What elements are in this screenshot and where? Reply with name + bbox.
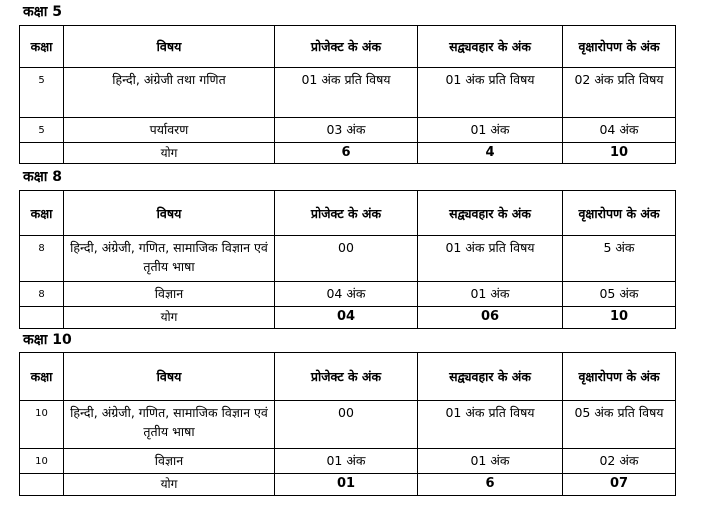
header-conduct: सद्व्यवहार के अंक [418, 191, 563, 236]
cell-conduct: 01 अंक प्रति विषय [418, 401, 563, 449]
cell-class: 8 [20, 236, 64, 282]
total-conduct: 4 [418, 143, 563, 164]
total-plantation: 10 [563, 143, 676, 164]
cell-class: 10 [20, 449, 64, 474]
cell-conduct: 01 अंक प्रति विषय [418, 236, 563, 282]
cell-empty [20, 143, 64, 164]
header-project: प्रोजेक्ट के अंक [275, 353, 418, 401]
total-row [20, 474, 676, 496]
cell-plantation: 04 अंक [563, 118, 676, 143]
header-conduct: सद्व्यवहार के अंक [418, 26, 563, 68]
cell-plantation: 02 अंक प्रति विषय [563, 68, 676, 118]
total-label: योग [64, 143, 275, 164]
header-project: प्रोजेक्ट के अंक [275, 26, 418, 68]
cell-empty [20, 474, 64, 496]
cell-project: 01 अंक प्रति विषय [275, 68, 418, 118]
cell-conduct: 01 अंक प्रति विषय [418, 68, 563, 118]
table-row [20, 118, 676, 143]
total-project: 04 [275, 307, 418, 329]
total-project: 01 [275, 474, 418, 496]
cell-plantation: 05 अंक [563, 282, 676, 307]
table-row [20, 68, 676, 118]
cell-class: 5 [20, 118, 64, 143]
cell-subject: हिन्दी, अंग्रेजी तथा गणित [64, 68, 275, 118]
section-title-class-5: कक्षा 5 [23, 4, 63, 20]
header-row [20, 191, 676, 236]
header-plantation: वृक्षारोपण के अंक [563, 26, 676, 68]
total-plantation: 07 [563, 474, 676, 496]
cell-class: 8 [20, 282, 64, 307]
header-conduct: सद्व्यवहार के अंक [418, 353, 563, 401]
table-row [20, 449, 676, 474]
header-class: कक्षा [20, 191, 64, 236]
total-row [20, 307, 676, 329]
cell-plantation: 5 अंक [563, 236, 676, 282]
header-class: कक्षा [20, 353, 64, 401]
header-row [20, 26, 676, 68]
marks-table-class-8 [19, 190, 676, 329]
cell-subject: पर्यावरण [64, 118, 275, 143]
section-title-class-8: कक्षा 8 [23, 169, 63, 185]
header-project: प्रोजेक्ट के अंक [275, 191, 418, 236]
table-row [20, 236, 676, 282]
table-row [20, 401, 676, 449]
total-project: 6 [275, 143, 418, 164]
cell-subject: हिन्दी, अंग्रेजी, गणित, सामाजिक विज्ञान एवं तृतीय भाषा [64, 236, 275, 282]
total-row [20, 143, 676, 164]
total-label: योग [64, 307, 275, 329]
cell-subject: हिन्दी, अंग्रेजी, गणित, सामाजिक विज्ञान एवं तृतीय भाषा [64, 401, 275, 449]
cell-class: 5 [20, 68, 64, 118]
cell-conduct: 01 अंक [418, 449, 563, 474]
total-plantation: 10 [563, 307, 676, 329]
marks-table-class-10 [19, 352, 676, 496]
header-plantation: वृक्षारोपण के अंक [563, 191, 676, 236]
total-label: योग [64, 474, 275, 496]
header-subject: विषय [64, 26, 275, 68]
header-row [20, 353, 676, 401]
table-row [20, 282, 676, 307]
section-title-class-10: कक्षा 10 [23, 332, 72, 348]
total-conduct: 06 [418, 307, 563, 329]
cell-empty [20, 307, 64, 329]
cell-project: 03 अंक [275, 118, 418, 143]
cell-plantation: 05 अंक प्रति विषय [563, 401, 676, 449]
cell-project: 01 अंक [275, 449, 418, 474]
cell-project: 00 [275, 401, 418, 449]
cell-project: 04 अंक [275, 282, 418, 307]
header-plantation: वृक्षारोपण के अंक [563, 353, 676, 401]
header-class: कक्षा [20, 26, 64, 68]
cell-subject: विज्ञान [64, 449, 275, 474]
cell-conduct: 01 अंक [418, 282, 563, 307]
header-subject: विषय [64, 353, 275, 401]
cell-subject: विज्ञान [64, 282, 275, 307]
cell-plantation: 02 अंक [563, 449, 676, 474]
cell-project: 00 [275, 236, 418, 282]
cell-class: 10 [20, 401, 64, 449]
cell-conduct: 01 अंक [418, 118, 563, 143]
marks-table-class-5 [19, 25, 676, 164]
header-subject: विषय [64, 191, 275, 236]
total-conduct: 6 [418, 474, 563, 496]
